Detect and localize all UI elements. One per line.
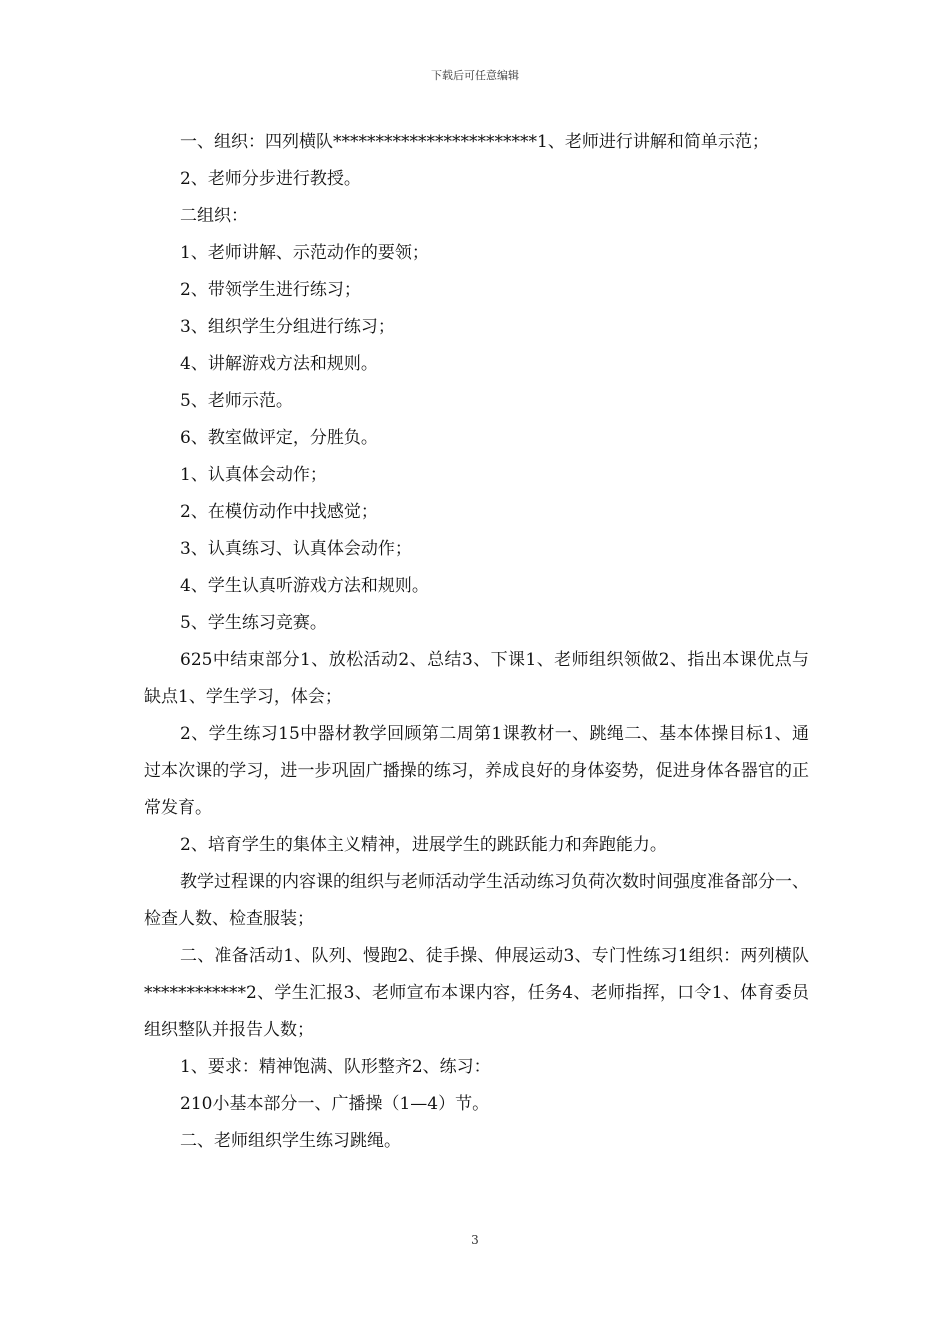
paragraph: 1、老师讲解、示范动作的要领； (180, 243, 429, 263)
paragraph: 5、老师示范。 (180, 391, 293, 411)
paragraph: 2、培育学生的集体主义精神，进展学生的跳跃能力和奔跑能力。 (180, 835, 667, 855)
paragraph: 2、带领学生进行练习； (180, 280, 361, 300)
paragraph: 一、组织：四列横队************************1、老师进行讲解和简单示范； (180, 132, 769, 152)
paragraph: 教学过程课的内容课的组织与老师活动学生活动练习负荷次数时间强度准备部分一、检查人数、检查服装； (144, 872, 809, 929)
paragraph: 6、教室做评定，分胜负。 (180, 428, 378, 448)
page-header: 下载后可任意编辑 (431, 69, 519, 82)
paragraph: 2、老师分步进行教授。 (180, 169, 361, 189)
page-number: 3 (471, 1233, 479, 1247)
paragraph: 1、要求：精神饱满、队形整齐2、练习： (180, 1057, 491, 1077)
paragraph: 625中结束部分1、放松活动2、总结3、下课1、老师组织领做2、指出本课优点与缺点1、学生学习，体会； (144, 650, 809, 707)
paragraph: 2、在模仿动作中找感觉； (180, 502, 378, 522)
paragraph: 二、准备活动1、队列、慢跑2、徒手操、伸展运动3、专门性练习1组织：两列横队************2、学生汇报3、老师宣布本课内容，任务4、老师指挥，口令1、体育委员组织整队并报告人数； (144, 946, 809, 1040)
paragraph: 3、组织学生分组进行练习； (180, 317, 395, 337)
paragraph: 4、学生认真听游戏方法和规则。 (180, 576, 429, 596)
paragraph: 4、讲解游戏方法和规则。 (180, 354, 378, 374)
paragraph: 210小基本部分一、广播操（1—4）节。 (180, 1094, 490, 1114)
paragraph: 二、老师组织学生练习跳绳。 (180, 1131, 401, 1151)
paragraph: 二组织： (180, 206, 248, 226)
paragraph: 2、学生练习15中器材教学回顾第二周第1课教材一、跳绳二、基本体操目标1、通过本次课的学习，进一步巩固广播操的练习，养成良好的身体姿势，促进身体各器官的正常发育。 (144, 724, 809, 818)
paragraph: 3、认真练习、认真体会动作； (180, 539, 412, 559)
paragraph: 1、认真体会动作； (180, 465, 327, 485)
paragraph: 5、学生练习竞赛。 (180, 613, 327, 633)
document-body (144, 124, 809, 1160)
